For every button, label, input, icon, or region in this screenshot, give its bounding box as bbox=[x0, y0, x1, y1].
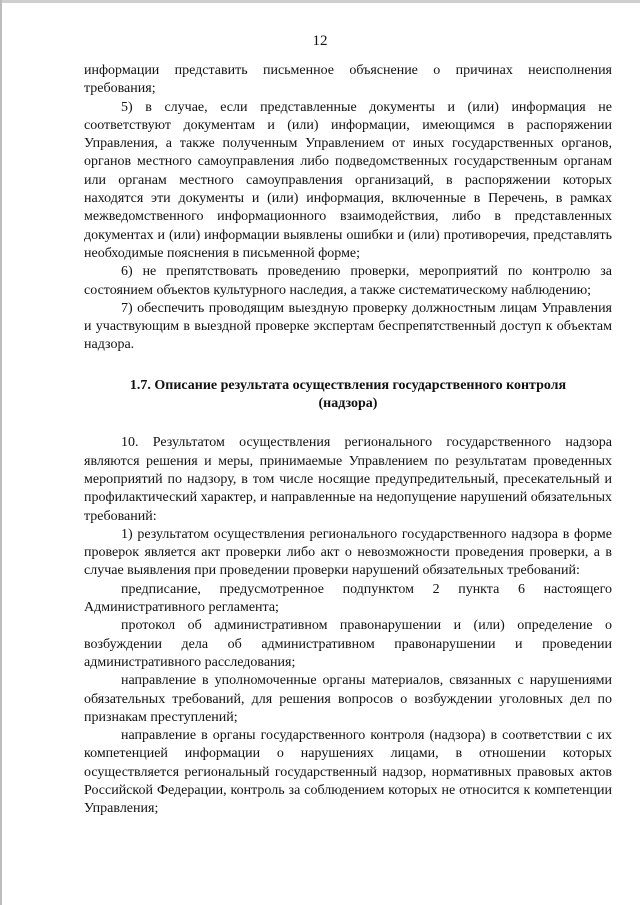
paragraph: протокол об административном правонарушении и (или) определение о возбуждении дела об административном правонарушении и проведении административного расследования; bbox=[84, 618, 612, 670]
paragraph: 7) обеспечить проводящим выездную проверку должностным лицам Управления и участвующим в выездной проверке экспертам беспрепятственный доступ к объектам надзора. bbox=[84, 300, 612, 353]
scan-edge-top bbox=[0, 0, 640, 3]
document-body bbox=[84, 62, 612, 819]
paragraph: направление в уполномоченные органы материалов, связанных с нарушениями обязательных требований, для решения вопросов о возбуждении уголовных дел по признакам преступлений; bbox=[84, 673, 612, 725]
paragraph: 10. Результатом осуществления регионального государственного надзора являются решения и меры, принимаемые Управлением по результатам проведенных мероприятий по надзору, в том числе носящие предупредительный, пресекательный и профилактический характер, и направленные на недопущение нарушений обязательных требований: bbox=[84, 435, 612, 524]
paragraph: информации представить письменное объяснение о причинах неисполнения требования; bbox=[84, 63, 612, 97]
section-heading: 1.7. Описание результата осуществления государственного контроля (надзора) bbox=[129, 377, 567, 412]
scan-edge-left bbox=[0, 0, 2, 905]
paragraph: 1) результатом осуществления регионального государственного надзора в форме проверок является акт проверки либо акт о невозможности проведения проверки, а в случае выявления при проведении проверки нарушений обязательных требований: bbox=[84, 526, 612, 579]
paragraph: 5) в случае, если представленные документы и (или) информация не соответствуют документам и (или) информации, имеющимся в распоряжении Управления, а также полученным Управлением от иных государственных органов, органов местного самоуправления либо подведомственных государственным органам или органам местного самоуправления организаций, в распоряжении которых находятся эти документы и (или) информация, включенные в Перечень, в рамках межведомственного информационного взаимодействия, либо в представленных документах и (или) информации выявлены ошибки и (или) противоречия, представлять необходимые пояснения в письменной форме; bbox=[84, 99, 612, 261]
paragraph: предписание, предусмотренное подпунктом 2 пункта 6 настоящего Административного регламента; bbox=[84, 581, 612, 616]
page-number: 12 bbox=[312, 33, 328, 49]
paragraph: направление в органы государственного контроля (надзора) в соответствии с их компетенцией информации о нарушениях лицами, в отношении которых осуществляется региональный государственный надзор, нормативных правовых актов Российской Федерации, контроль за соблюдением которых не относится к компетенции Управления; bbox=[84, 728, 612, 817]
paragraph: 6) не препятствовать проведению проверки, мероприятий по контролю за состоянием объектов культурного наследия, а также систематическому наблюдению; bbox=[84, 264, 612, 298]
